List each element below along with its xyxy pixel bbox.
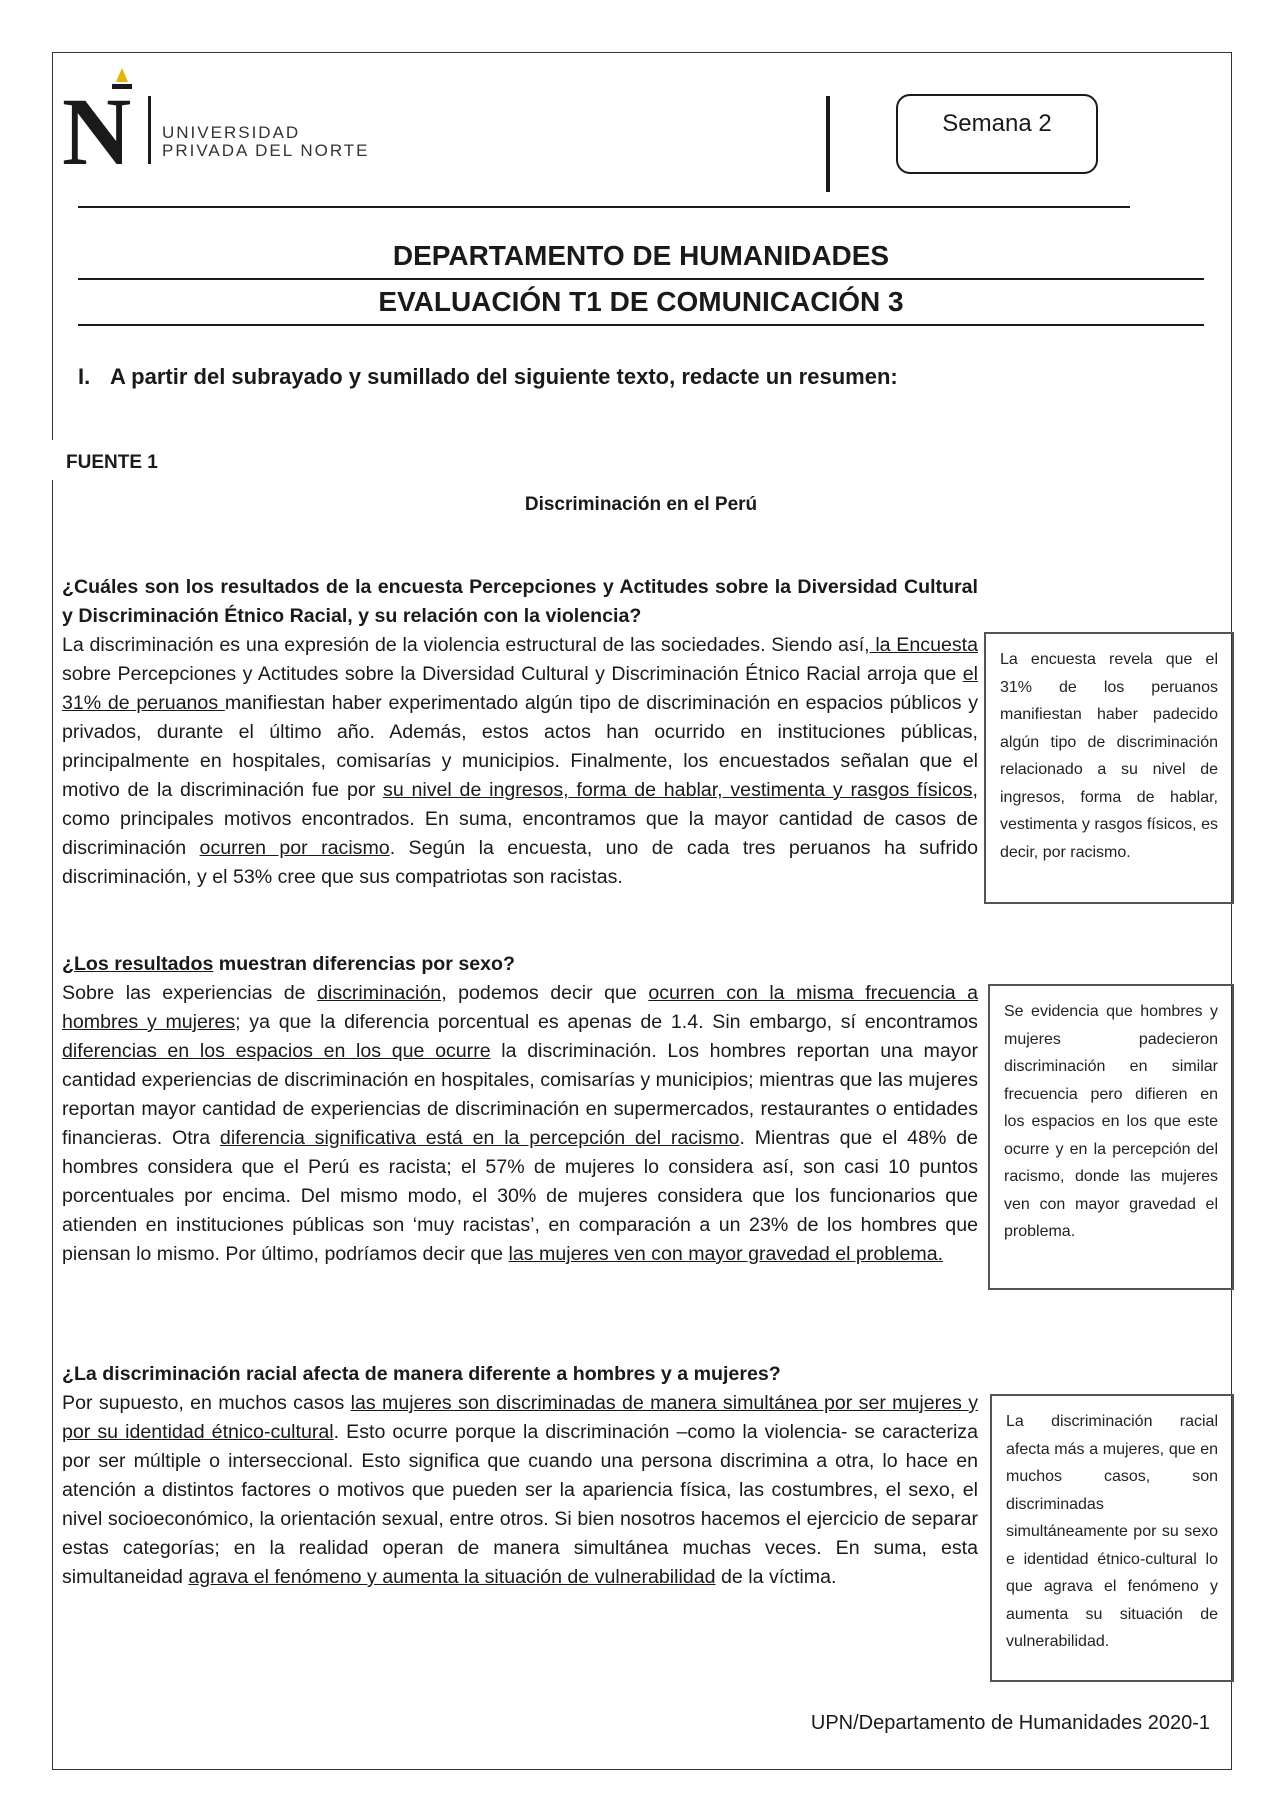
instruction-number: I. <box>78 364 91 389</box>
section-1-body: La discriminación es una expresión de la violencia estructural de las sociedades. Siendo así, la Encuesta sobre Percepciones y Actitudes sobre la Diversidad Cultural y Discriminación Étnico Racial arroja que el 31% de peruanos manifiestan haber experimentado algún tipo de discriminación en espacios públicos y privados, durante el último año. Además, estos actos han ocurrido en instituciones públicas, principalmente en hospitales, comisarías y municipios. Finalmente, los encuestados señalan que el motivo de la discriminación fue por su nivel de ingresos, forma de hablar, vestimenta y rasgos físicos, como principales motivos encontrados. En suma, encontramos que la mayor cantidad de casos de discriminación ocurren por racismo. Según la encuesta, uno de cada tres peruanos ha sufrido discriminación, y el 53% cree que sus compatriotas son racistas. <box>62 634 979 888</box>
university-line2: PRIVADA DEL NORTE <box>162 141 370 160</box>
section-2-body: Sobre las experiencias de discriminación, podemos decir que ocurren con la misma frecuencia a hombres y mujeres; ya que la diferencia porcentual es apenas de 1.4. Sin embargo, sí encontramos diferencias en los espacios en los que ocurre la discriminación. Los hombres reportan una mayor cantidad experiencias de discriminación en hospitales, comisarías y municipios; mientras que las mujeres reportan mayor cantidad de experiencias de discriminación en supermercados, restaurantes o entidades financieras. Otra diferencia significativa está en la percepción del racismo. Mientras que el 48% de hombres considera que el Perú es racista; el 57% de mujeres lo considera así, son casi 10 puntos porcentuales por encima. Del mismo modo, el 30% de mujeres considera que los funcionarios que atienden en instituciones públicas son ‘muy racistas’, en comparación a un 23% de los hombres que piensan lo mismo. Por último, podríamos decir que las mujeres ven con mayor gravedad el problema. <box>62 982 979 1265</box>
section-1 <box>62 573 978 892</box>
section-1-question: ¿Cuáles son los resultados de la encuesta Percepciones y Actitudes sobre la Diversidad Cultural y Discriminación Étnico Racial, y su relación con la violencia? <box>62 576 978 627</box>
logo-letter: N <box>62 78 132 168</box>
section-3-summary-note: La discriminación racial afecta más a mujeres, que en muchos casos, son discriminadas simultáneamente por su sexo e identidad étnico-cultural lo que agrava el fenómeno y aumenta su situación de vulnerabilidad. <box>990 1394 1234 1682</box>
section-3-question: ¿La discriminación racial afecta de manera diferente a hombres y a mujeres? <box>62 1363 781 1385</box>
section-1-summary-note: La encuesta revela que el 31% de los peruanos manifiestan haber padecido algún tipo de discriminación relacionado a su nivel de ingresos, forma de hablar, vestimenta y rasgos físicos, es decir, por racismo. <box>984 632 1234 904</box>
header-rule <box>78 206 1130 208</box>
section-3-body: Por supuesto, en muchos casos las mujeres son discriminadas de manera simultánea por ser mujeres y por su identidad étnico-cultural. Esto ocurre porque la discriminación –como la violencia- se caracteriza por ser múltiple o interseccional. Esto significa que cuando una persona discrimina a otra, lo hace en atención a distintos factores o motivos que pueden ser la apariencia física, las costumbres, el sexo, el nivel socioeconómico, la orientación sexual, entre otros. Si bien nosotros hacemos el ejercicio de separar estas categorías; en la realidad operan de manera simultánea muchas veces. En suma, esta simultaneidad agrava el fenómeno y aumenta la situación de vulnerabilidad de la víctima. <box>62 1392 978 1588</box>
instruction-text: A partir del subrayado y sumillado del siguiente texto, redacte un resumen: <box>110 364 898 389</box>
section-2-summary-note: Se evidencia que hombres y mujeres padecieron discriminación en similar frecuencia pero difieren en los espacios en los que este ocurre y en la percepción del racismo, donde las mujeres ven con mayor gravedad el problema. <box>988 984 1234 1290</box>
university-line1: UNIVERSIDAD <box>162 123 301 142</box>
header-divider <box>826 96 830 192</box>
document-title: Discriminación en el Perú <box>524 494 758 515</box>
title-rule-2 <box>78 324 1204 326</box>
week-badge: Semana 2 <box>896 94 1098 174</box>
section-3 <box>62 1360 978 1592</box>
source-label: FUENTE 1 <box>66 452 158 473</box>
title-rule-1 <box>78 278 1204 280</box>
section-2-question: ¿Los resultados muestran diferencias por sexo? <box>62 953 515 975</box>
instruction <box>78 364 898 390</box>
frame-gap <box>44 440 56 480</box>
evaluation-title: EVALUACIÓN T1 DE COMUNICACIÓN 3 <box>378 286 904 317</box>
footer-text: UPN/Departamento de Humanidades 2020-1 <box>810 1712 1210 1734</box>
university-name <box>162 124 370 160</box>
department-title: DEPARTAMENTO DE HUMANIDADES <box>392 240 890 271</box>
section-2 <box>62 950 978 1269</box>
